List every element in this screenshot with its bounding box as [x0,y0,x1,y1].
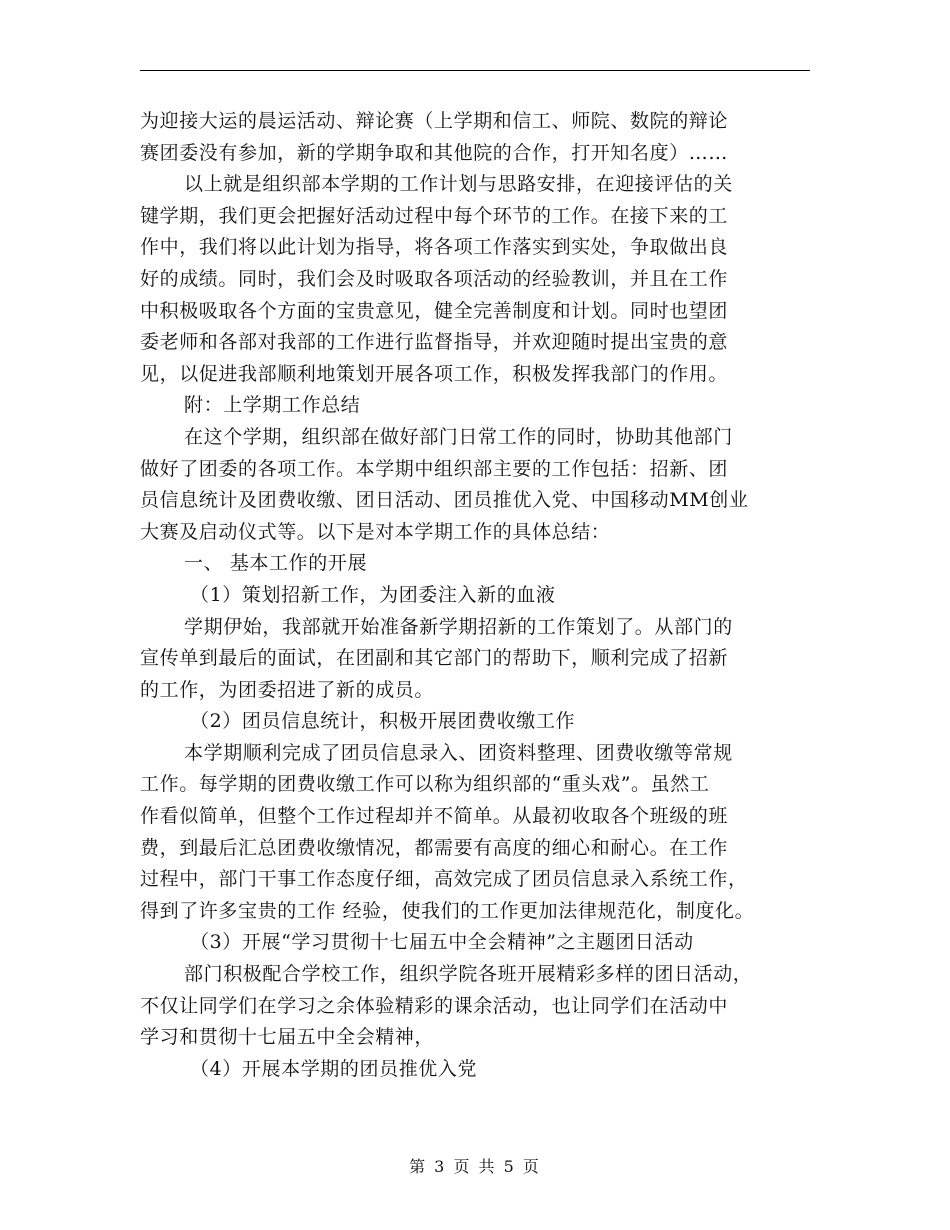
body-line: 宣传单到最后的面试，在团副和其它部门的帮助下，顺利完成了招新 [140,647,729,670]
body-line: 以上就是组织部本学期的工作计划与思路安排，在迎接评估的关 [184,173,733,196]
body-line: 赛团委没有参加，新的学期争取和其他院的合作，打开知名度）…… [140,141,729,164]
body-line: 过程中，部门干事工作态度仔细，高效完成了团员信息录入系统工作， [140,868,748,891]
subsection-heading: （3）开展“学习贯彻十七届五中全会精神”之主题团日活动 [190,931,694,954]
body-line: 费，到最后汇总团费收缴情况，都需要有高度的细心和耐心。在工作 [140,836,729,859]
section-heading: 一、 基本工作的开展 [184,552,368,575]
subsection-heading: （4）开展本学期的团员推优入党 [190,1057,478,1080]
subsection-heading: （2）团员信息统计，积极开展团费收缴工作 [190,710,576,733]
body-line: 在这个学期，组织部在做好部门日常工作的同时，协助其他部门 [184,425,733,448]
body-line: 好的成绩。同时，我们会及时吸取各项活动的经验教训，并且在工作 [140,267,729,290]
body-line: 作中，我们将以此计划为指导，将各项工作落实到实处，争取做出良 [140,236,729,259]
document-body [140,106,820,1085]
body-line: 中积极吸取各个方面的宝贵意见，健全完善制度和计划。同时也望团 [140,299,729,322]
body-line: 本学期顺利完成了团员信息录入、团资料整理、团费收缴等常规 [184,741,733,764]
body-line: 部门积极配合学校工作，组织学院各班开展精彩多样的团日活动， [184,963,753,986]
body-line: 得到了许多宝贵的工作 经验，使我们的工作更加法律规范化，制度化。 [140,899,755,922]
body-line: 学习和贯彻十七届五中全会精神， [140,1026,435,1049]
header-rule [140,70,810,71]
subsection-heading: （1）策划招新工作，为团委注入新的血液 [190,583,556,606]
body-line: 见，以促进我部顺利地策划开展各项工作，积极发挥我部门的作用。 [140,362,729,385]
body-line: 大赛及启动仪式等。以下是对本学期工作的具体总结： [140,520,611,543]
body-line: 为迎接大运的晨运活动、辩论赛（上学期和信工、师院、数院的辩论 [140,110,729,132]
body-line: 工作。每学期的团费收缴工作可以称为组织部的“重头戏”。虽然工 [140,773,710,796]
body-line: 作看似简单，但整个工作过程却并不简单。从最初收取各个班级的班 [140,805,729,828]
body-line: 学期伊始，我部就开始准备新学期招新的工作策划了。从部门的 [184,615,733,638]
body-line: 做好了团委的各项工作。本学期中组织部主要的工作包括：招新、团 [140,457,729,480]
body-line: 不仅让同学们在学习之余体验精彩的课余活动，也让同学们在活动中 [140,994,729,1017]
body-line: 的工作，为团委招进了新的成员。 [140,678,435,701]
page-number-footer: 第 3 页 共 5 页 [409,1157,541,1176]
body-line: 员信息统计及团费收缴、团日活动、团员推优入党、中国移动MM创业 [140,489,749,512]
section-heading: 附：上学期工作总结 [184,394,361,417]
body-line: 委老师和各部对我部的工作进行监督指导，并欢迎随时提出宝贵的意 [140,331,729,354]
body-line: 键学期，我们更会把握好活动过程中每个环节的工作。在接下来的工 [140,204,729,227]
